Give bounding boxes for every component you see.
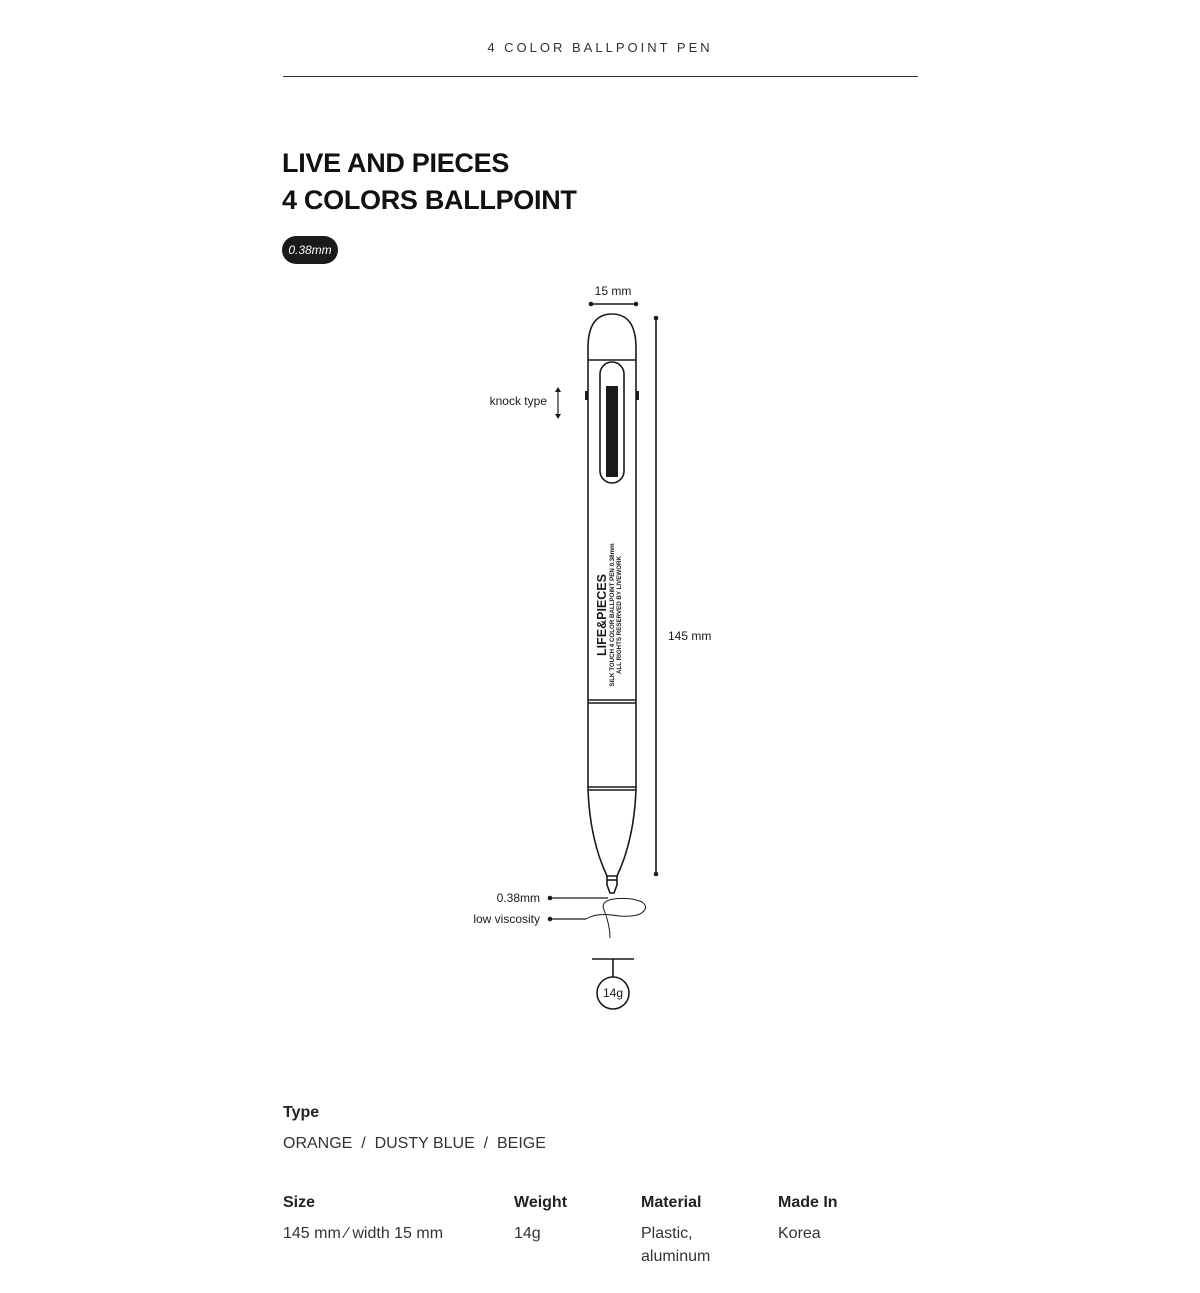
spec-material-value <box>641 1222 710 1268</box>
spec-type-heading: Type <box>283 1104 320 1121</box>
pen-model-text: SILK TOUCH 4 COLOR BALLPOINT PEN 0.38mm <box>609 543 616 687</box>
spec-made-in-heading: Made In <box>778 1194 838 1211</box>
pen-tip <box>607 876 617 893</box>
product-title-line-1: LIVE AND PIECES <box>282 148 510 178</box>
spec-weight-value: 14g <box>514 1225 541 1242</box>
length-dimension-dot-bottom <box>654 872 659 877</box>
ink-scribble <box>586 898 646 938</box>
length-label: 145 mm <box>668 629 712 643</box>
tip-size-label: 0.38mm <box>496 891 540 905</box>
pen-rights-text: ALL RIGHTS RESERVED BY LIVEWORK <box>616 556 623 674</box>
spec-material-value-line-2: aluminum <box>641 1248 711 1265</box>
width-dimension-dot-left <box>589 302 594 307</box>
pen-clip-window <box>606 386 618 477</box>
knock-type-label: knock type <box>489 394 547 408</box>
spec-material <box>641 1193 710 1268</box>
knock-arrow-up <box>555 387 561 392</box>
spec-weight <box>514 1193 567 1245</box>
spec-made-in-value: Korea <box>778 1225 821 1242</box>
viscosity-label: low viscosity <box>473 912 540 926</box>
product-title-line-2: 4 COLORS BALLPOINT <box>282 185 577 215</box>
viscosity-leader-dot <box>548 917 553 922</box>
width-dimension-dot-right <box>634 302 639 307</box>
spec-weight-heading: Weight <box>514 1194 568 1211</box>
spec-material-heading: Material <box>641 1194 702 1211</box>
spec-type-value: ORANGE / DUSTY BLUE / BEIGE <box>283 1135 546 1152</box>
spec-type <box>283 1103 546 1155</box>
weight-tag-label: 14g <box>602 986 624 1000</box>
knock-arrow-down <box>555 414 561 419</box>
length-dimension-dot-top <box>654 316 659 321</box>
page-header-label: 4 COLOR BALLPOINT PEN <box>487 40 713 55</box>
width-label: 15 mm <box>594 284 632 298</box>
spec-size-heading: Size <box>283 1194 316 1211</box>
pen-cone <box>588 790 636 876</box>
spec-size <box>283 1193 443 1245</box>
spec-material-value-line-1: Plastic, <box>641 1225 693 1242</box>
pen-knock-right <box>636 391 639 400</box>
spec-made-in <box>778 1193 838 1245</box>
spec-size-value: 145 mm ⁄ width 15 mm <box>283 1225 444 1242</box>
pen-brand-text: LIFE&PIECES <box>595 574 609 656</box>
tip-size-badge: 0.38mm <box>282 236 338 264</box>
tip-leader-dot <box>548 896 553 901</box>
pen-top-cap <box>588 314 636 360</box>
pen-knock-left <box>585 391 588 400</box>
